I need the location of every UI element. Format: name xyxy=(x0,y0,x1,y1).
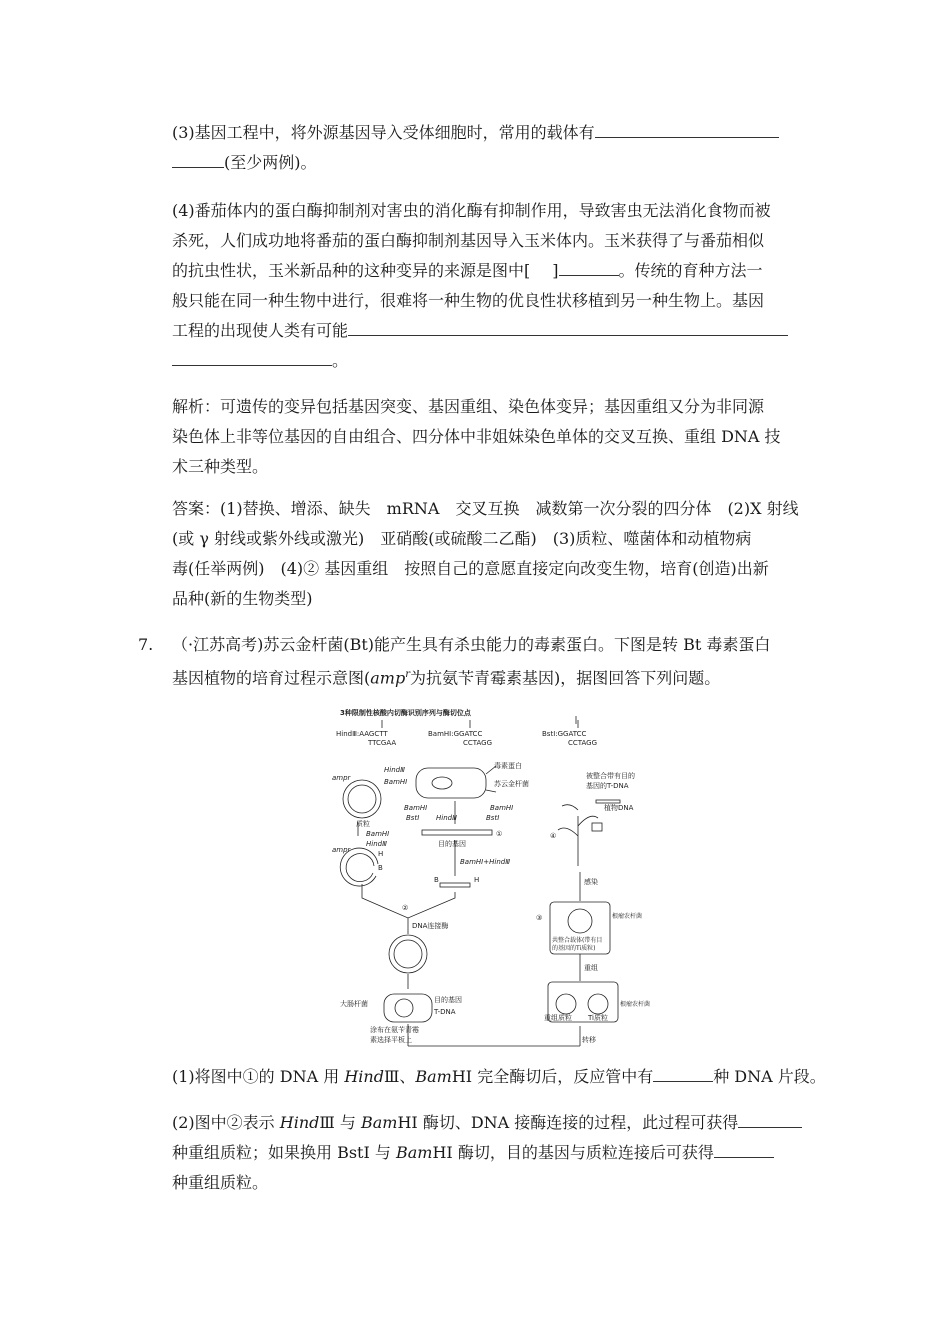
q4-text: 工程的出现使人类有可能 xyxy=(172,321,349,340)
tdna-label: T-DNA xyxy=(434,1008,456,1016)
q4-text: ] xyxy=(552,261,559,280)
integrated-label-2: 基因的T-DNA xyxy=(586,782,629,790)
q4-text: 。 xyxy=(332,351,349,370)
hind-term: Hind xyxy=(344,1067,384,1086)
recomb-label: 重组 xyxy=(584,964,598,972)
h-label: H xyxy=(474,876,480,884)
answer-blank[interactable] xyxy=(653,1063,713,1082)
hind-label: HindⅢ xyxy=(436,814,457,822)
bam-term: Bam xyxy=(361,1113,398,1132)
answer xyxy=(172,494,812,614)
circle-3: ③ xyxy=(536,914,543,922)
question-4 xyxy=(172,196,812,376)
answer-blank[interactable] xyxy=(595,119,779,138)
amp-gene: amp xyxy=(370,668,406,688)
b-label: B xyxy=(434,876,439,884)
q7-line: （·江苏高考)苏云金杆菌(Bt)能产生具有杀虫能力的毒素蛋白。下图是转 Bt 毒素蛋白 xyxy=(172,635,771,654)
circle-4: ④ xyxy=(550,832,557,840)
q7-2-text: (2)图中②表示 xyxy=(172,1113,280,1132)
answer-blank[interactable] xyxy=(559,257,619,276)
plasmid-label: 质粒 xyxy=(356,820,370,828)
analysis-line: 染色体上非等位基因的自由组合、四分体中非姐妹染色单体的交叉互换、重组 DNA 技 xyxy=(172,427,781,446)
bam-label: BamHⅠ xyxy=(384,778,408,786)
h-label: H xyxy=(378,850,384,858)
bam-seq-bottom: CCTAGG xyxy=(463,739,493,747)
q4-line: 杀死，人们成功地将番茄的蛋白酶抑制剂基因导入玉米体内。玉米获得了与番茄相似 xyxy=(172,231,765,250)
bam-term: Bam xyxy=(395,1143,433,1162)
q7-text: 为抗氨苄青霉素基因)，据图回答下列问题。 xyxy=(409,668,721,688)
target-gene-label: 目的基因 xyxy=(434,996,462,1004)
amp-label: ampr xyxy=(332,846,351,854)
hind-term: Hind xyxy=(279,1113,320,1132)
q7-2-text: Ⅲ 与 xyxy=(319,1113,361,1132)
bam-term: Bam xyxy=(415,1067,452,1086)
answer-blank[interactable] xyxy=(172,347,332,366)
answer-blank[interactable] xyxy=(714,1139,774,1158)
q4-text: 。传统的育种方法一 xyxy=(618,261,763,280)
circle-2: ② xyxy=(402,904,409,912)
answer-line: 品种(新的生物类型) xyxy=(172,589,313,608)
spread-label: 涂布在氨苄青霉 xyxy=(370,1026,419,1034)
answer-blank[interactable] xyxy=(738,1109,802,1128)
bst-label: BstⅠ xyxy=(486,814,500,822)
enzyme-cut-label: BamHⅠ+HindⅢ xyxy=(460,858,511,866)
bam-label: BamHⅠ xyxy=(404,804,428,812)
q7-2-text: HⅠ 酶切，目的基因与质粒连接后可获得 xyxy=(432,1143,714,1162)
bst-seq-bottom: CCTAGG xyxy=(568,739,598,747)
q7-2-text: 种重组质粒；如果换用 BstⅠ 与 xyxy=(172,1143,396,1162)
q4-line: 般只能在同一种生物中进行，很难将一种生物的优良性状移植到另一种生物上。基因 xyxy=(172,291,765,310)
bam-seq-top: BamHⅠ:GGATCC xyxy=(428,730,483,738)
q7-1-text: HⅠ 完全酶切后，反应管中有 xyxy=(451,1067,654,1086)
hind-label: HindⅢ xyxy=(366,840,387,848)
analysis-line: 解析：可遗传的变异包括基因突变、基因重组、染色体变异；基因重组又分为非同源 xyxy=(172,397,765,416)
answer-blank[interactable] xyxy=(172,149,224,168)
hind-seq-top: HindⅢ:AAGCTT xyxy=(336,730,388,738)
q7-1-text: (1)将图中①的 DNA 用 xyxy=(172,1067,345,1086)
toxin-label: 毒素蛋白 xyxy=(494,762,522,770)
q7-2-line: 种重组质粒。 xyxy=(172,1173,269,1192)
question-7-2 xyxy=(172,1108,812,1198)
q7-text: 基因植物的培育过程示意图( xyxy=(172,668,371,688)
analysis-line: 术三种类型。 xyxy=(172,457,269,476)
agro-label: 根瘤农杆菌 xyxy=(612,913,643,920)
amp-superscript: r xyxy=(405,669,410,680)
answer-line: 答案：(1)替换、增添、缺失 mRNA 交叉互换 减数第一次分裂的四分体 (2)X 射线 xyxy=(172,499,799,518)
question-7-number: 7. xyxy=(138,635,154,654)
figure-svg xyxy=(330,706,651,1056)
b-label: B xyxy=(378,864,383,872)
transfer-label: 转移 xyxy=(582,1036,596,1044)
circle-1: ① xyxy=(496,830,503,838)
question-3 xyxy=(172,118,812,178)
target-gene-label: 目的基因 xyxy=(438,840,466,848)
analysis xyxy=(172,392,812,482)
question-7-1 xyxy=(172,1062,826,1092)
spread-label-2: 素选择平板上 xyxy=(370,1036,412,1044)
q4-line: (4)番茄体内的蛋白酶抑制剂对害虫的消化酶有抑制作用，导致害虫无法消化食物而被 xyxy=(172,201,771,220)
answer-line: 毒(任举两例) (4)② 基因重组 按照自己的意愿直接定向改变生物，培育(创造)出新 xyxy=(172,559,769,578)
hind-seq-bottom: TTCGAA xyxy=(368,739,397,747)
bam-label: BamHⅠ xyxy=(490,804,514,812)
answer-line: (或 γ 射线或紫外线或激光) 亚硝酸(或硫酸二乙酯) (3)质粒、噬菌体和动植物病 xyxy=(172,529,752,548)
agro-label: 根瘤农杆菌 xyxy=(620,1001,651,1008)
q7-1-text: 种 DNA 片段。 xyxy=(713,1067,826,1086)
ti-plasmid-label: Ti质粒 xyxy=(588,1014,609,1022)
ligase-label: DNA连接酶 xyxy=(412,922,449,930)
figure-title: 3种限制性核酸内切酶识别序列与酶切位点 xyxy=(340,709,471,717)
q4-text: 的抗虫性状，玉米新品种的这种变异的来源是图中[ xyxy=(172,261,531,280)
cointegrate-label-1: 共整合载体(带有目 xyxy=(552,937,603,944)
q7-1-text: Ⅲ、 xyxy=(383,1067,416,1086)
ecoli-label: 大肠杆菌 xyxy=(340,1000,368,1008)
answer-blank[interactable] xyxy=(348,317,788,336)
bt-label: 苏云金杆菌 xyxy=(494,780,529,788)
recomb-plasmid-label: 重组质粒 xyxy=(544,1014,572,1022)
bam-label: BamHⅠ xyxy=(366,830,390,838)
plant-dna-label: 植物DNA xyxy=(604,804,634,812)
hind-label: HindⅢ xyxy=(384,766,405,774)
bst-seq-top: BstⅠ:GGATCC xyxy=(542,730,587,738)
q7-2-text: HⅠ 酶切、DNA 接酶连接的过程，此过程可获得 xyxy=(397,1113,739,1132)
q3-text: (至少两例)。 xyxy=(224,153,317,172)
integrated-label-1: 被整合带有目的 xyxy=(586,772,635,780)
q3-text: (3)基因工程中，将外源基因导入受体细胞时，常用的载体有 xyxy=(172,123,595,142)
gene-engineering-figure xyxy=(330,706,651,1056)
infect-label: 感染 xyxy=(584,878,598,886)
question-7 xyxy=(172,630,812,690)
amp-label: ampr xyxy=(332,774,351,782)
cointegrate-label-2: 的基因的Ti质粒) xyxy=(552,945,596,952)
bst-label: BstⅠ xyxy=(406,814,420,822)
